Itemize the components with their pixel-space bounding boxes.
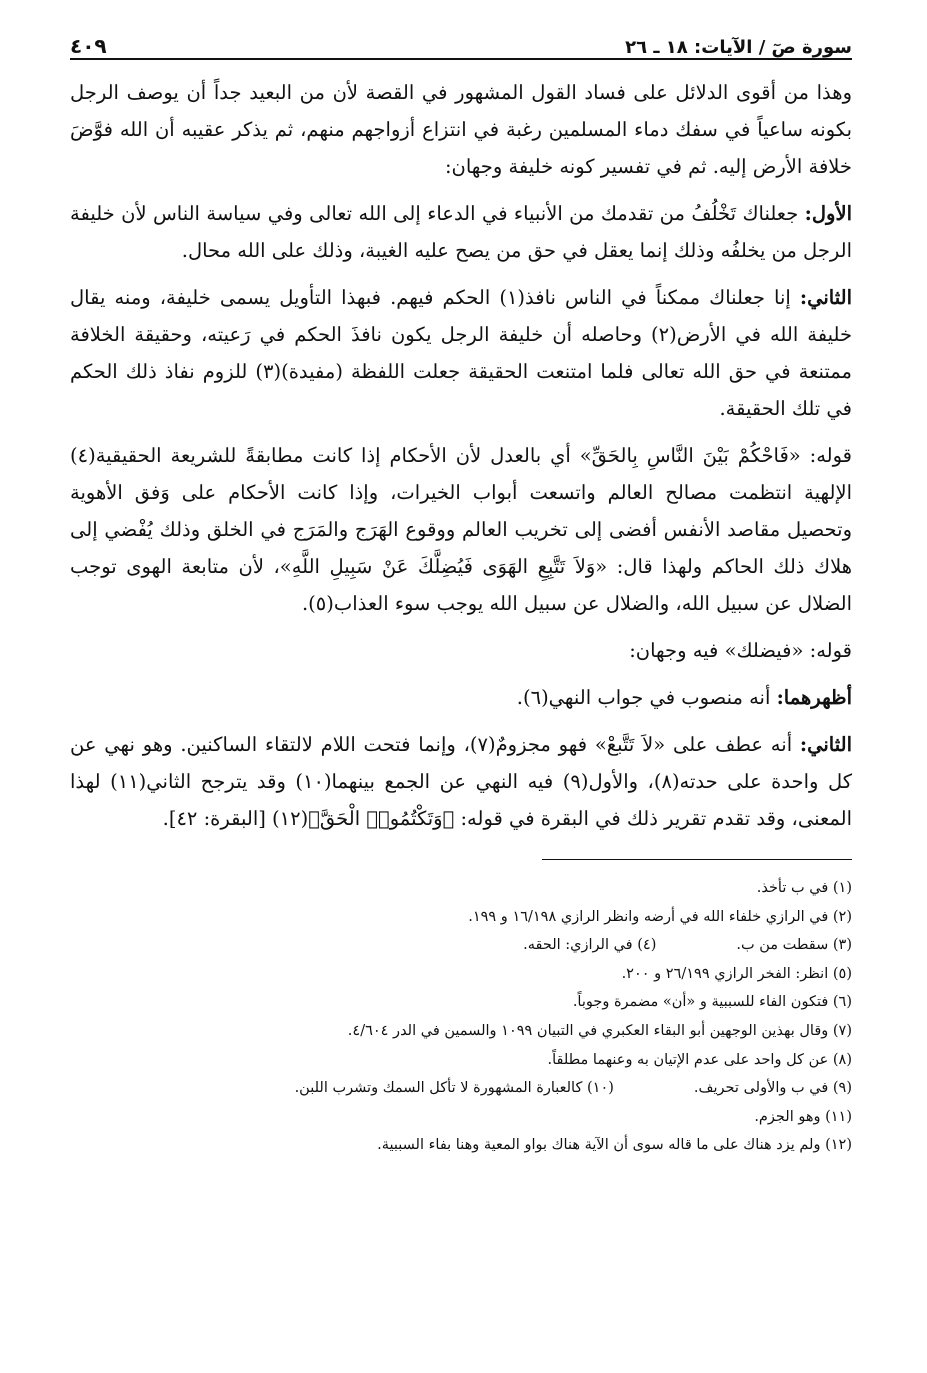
text-more-apparent: أنه منصوب في جواب النهي(٦). [516,686,777,709]
paragraph-second-aspect [70,279,852,427]
footnote-5: (٥) انظر: الفخر الرازي ٢٦/١٩٩ و ٢٠٠. [621,965,852,982]
footnote-8: (٨) عن كل واحد على عدم الإتيان به وعنهما مطلقاً. [547,1051,852,1068]
label-first: الأول: [804,202,852,225]
paragraph-two-aspects: قوله: «فيضلك» فيه وجهان: [629,639,852,662]
footnote-3: (٣) سقطت من ب. [736,937,852,954]
footnote-row-9-10 [70,1074,852,1103]
paragraph-more-apparent [70,679,852,716]
footnote-10: (١٠) كالعبارة المشهورة لا تأكل السمك وتشرب اللبن. [294,1080,614,1097]
footnote-7: (٧) وقال بهذين الوجهين أبو البقاء العكبري في التبيان ١٠٩٩ والسمين في الدر ٤/٦٠٤. [347,1022,852,1039]
text-second: إنا جعلناك ممكناً في الناس نافذ(١) الحكم فيهم. فبهذا التأويل يسمى خليفة، ومنه يقال خليفة الله في الأرض(٢) وحاصله أن خليفة الرجل يكون نافذَ الحكم في رَعيته، وحقيقة الخلافة ممتنعة في حق الله تعالى فلما امتنعت الحقيقة جعلت اللفظة (مفيدة)(٣) للزوم نفاذ ذلك الحكم في تلك الحقيقة. [70,286,852,420]
paragraph-first-aspect [70,195,852,269]
footnote-4: (٤) في الرازي: الحقه. [523,937,657,954]
footnote-12: (١٢) ولم يزد هناك على ما قاله سوى أن الآية هناك بواو المعية وهنا بفاء السببية. [377,1137,852,1154]
book-page [70,24,852,1160]
footnote-6: (٦) فتكون الفاء للسببية و «أن» مضمرة وجوباً. [572,994,852,1011]
footnote-11: (١١) وهو الجزم. [754,1108,852,1125]
label-more-apparent: أظهرهما: [776,686,852,709]
main-text [70,74,852,837]
surah-title: سورة صٓ / الآيات: ١٨ ـ ٢٦ [625,37,852,58]
footnote-2: (٢) في الرازي خلفاء الله في أرضه وانظر الرازي ١٦/١٩٨ و ١٩٩. [468,908,852,925]
paragraph-second-grammar [70,726,852,837]
footnote-1: (١) في ب تأخذ. [756,880,852,896]
paragraph-judge-verse: قوله: «فَاحْكُمْ بَيْنَ النَّاسِ بِالحَقِّ» أي بالعدل لأن الأحكام إذا كانت مطابقةً للشريعة الحقيقية(٤) الإلهية انتظمت مصالح العالم واتسعت أبواب الخيرات، وإذا كانت الأحكام على وَفق الأهوية وتحصيل مقاصد الأنفس أفضى إلى تخريب العالم ووقوع الهَرَج والمَرَج في الخلق وذلك يُفْضي إلى هلاك ذلك الحاكم ولهذا قال: «وَلاَ تَتَّبِعِ الهَوَى فَيُضِلَّكَ عَنْ سَبِيلِ اللَّهِ»، لأن متابعة الهوى توجب الضلال عن سبيل الله، والضلال عن سبيل الله يوجب سوء العذاب(٥). [70,444,852,615]
footnote-separator [542,859,852,860]
text-first: جعلناك تَخْلُفُ من تقدمك من الأنبياء في الدعاء إلى الله تعالى وفي سياسة الناس لأن خليفة الرجل من يخلفُه وذلك إنما يعقل في حق من يصح عليه الغيبة، وذلك على الله محال. [70,202,852,262]
label-second: الثاني: [799,286,852,309]
running-header [70,24,852,60]
label-second-grammar: الثاني: [799,733,852,756]
paragraph-intro: وهذا من أقوى الدلائل على فساد القول المشهور في القصة لأن من البعيد جداً أن يوصف الرجل بكونه ساعياً في سفك دماء المسلمين رغبة في انتزاع أزواجهم منهم، ثم يذكر عقيبه أن الله فوَّضَ خلافة الأرض إليه. ثم في تفسير كونه خليفة وجهان: [70,81,852,178]
footnote-9: (٩) في ب والأولى تحريف. [693,1080,852,1097]
footnotes [70,874,852,1160]
page-number: ٤٠٩ [70,34,107,58]
text-second-grammar: أنه عطف على «لاَ تَتَّبعْ» فهو مجزومٌ(٧)، وإنما فتحت اللام لالتقاء الساكنين. وهو نهي عن كل واحدة على حدته(٨)، والأول(٩) فيه النهي عن الجمع بينهما(١٠) وقد يترجح الثاني(١١) لهذا المعنى، وقد تقدم تقرير ذلك في البقرة في قوله: ﴿وَتَكْتُمُوا۟ الْحَقَّ﴾(١٢) [البقرة: ٤٢]. [70,733,853,830]
footnote-row-3-4 [70,931,852,960]
